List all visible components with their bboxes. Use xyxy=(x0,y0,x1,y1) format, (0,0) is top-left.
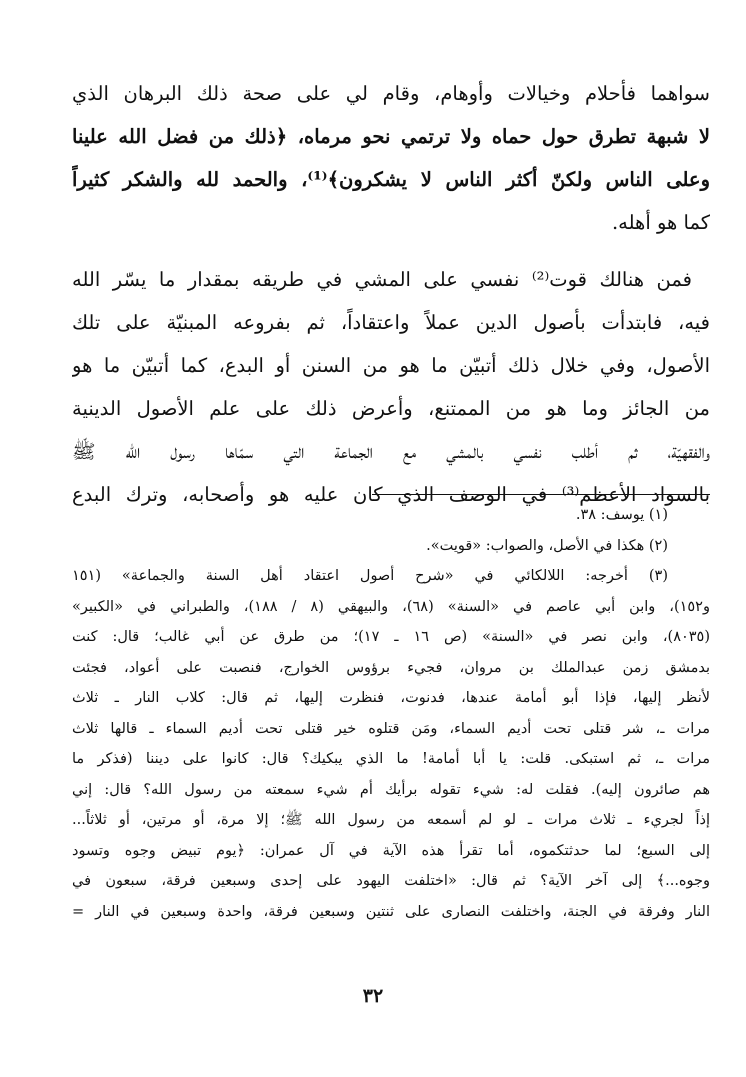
text-line: فمن هنالك قوت⁽²⁾ نفسي على المشي في طريقه بمقدار ما يسّر الله xyxy=(72,268,692,291)
footnote-line: النار وفرقة في الجنة، واختلفت النصارى على ثنتين وسبعين فرقة، واحدة وسبعين في النار = xyxy=(72,903,710,920)
footnote-separator xyxy=(372,494,710,495)
footnote-line: مرات ـ، ثم استبكى. قلت: يا أبا أمامة! ما الذي يبكيك؟ قال: كانوا على ديننا (فذكر ما xyxy=(72,751,710,767)
text-line: فيه، فابتدأت بأصول الدين عملاً واعتقاداً، ثم بفروعه المبنيّة على تلك xyxy=(72,311,710,334)
footnote-line: و١٥٢)، وابن أبي عاصم في «السنة» (٦٨)، والبيهقي (٨ / ١٨٨)، والطبراني في «الكبير» xyxy=(72,598,710,615)
text-line: من الجائز وما هو من الممتنع، وأعرض ذلك على علم الأصول الدينية xyxy=(72,397,710,420)
text-line: وعلى الناس ولكنّ أكثر الناس لا يشكرون﴾⁽¹⁾، والحمد لله والشكر كثيراً xyxy=(72,168,710,191)
text-line: والفقهيّة، ثم أطلب نفسي بالمشي مع الجماعة التي سمّاها رسول الله ﷺ xyxy=(72,440,710,463)
text-line: الأصول، وفي خلال ذلك أتبيّن ما هو من السنن أو البدع، كما أتبيّن ما هو xyxy=(72,354,710,377)
text-line: بالسواد الأعظم⁽³⁾ في الوصف الذي كان عليه هو وأصحابه، وترك البدع xyxy=(72,483,710,506)
footnote-line: (١) يوسف: ٣٨. xyxy=(575,507,668,523)
footnote-line: (٣) أخرجه: اللالكائي في «شرح أصول اعتقاد أهل السنة والجماعة» (١٥١ xyxy=(72,568,668,584)
footnote-line: إذاً لجريء ـ ثلاث مرات ـ لو لم أسمعه من رسول الله ﷺ؛ إلا مرة، أو مرتين، أو ثلاثاً... xyxy=(72,812,710,828)
main-text xyxy=(72,72,710,516)
footnote-line: لأنظر إليها، فإذا أبو أمامة عندها، فدنوت، فنظرت إليها، ثم قال: كلاب النار ـ ثلاث xyxy=(72,690,710,706)
text-line: سواهما فأحلام وخيالات وأوهام، وقام لي على صحة ذلك البرهان الذي xyxy=(72,82,710,105)
page-number: ٣٢ xyxy=(362,985,384,1007)
footnote-line: مرات ـ، شر قتلى تحت أديم السماء، ومَن قتلوه خير قتلى تحت أديم السماء ـ قالها ثلاث xyxy=(72,720,710,737)
footnote-line: (٨٠٣٥)، وابن نصر في «السنة» (ص ١٦ ـ ١٧)؛ من طرق عن أبي غالب؛ قال: كنت xyxy=(72,629,710,645)
paragraph-gap xyxy=(72,244,710,258)
footnote-line: وجوه...﴾ إلى آخر الآية؟ ثم قال: «اختلفت اليهود على إحدى وسبعين فرقة، سبعون في xyxy=(72,873,710,889)
footnote-line: إلى السبع؛ لما حدثتكموه، أما تقرأ هذه الآية في آل عمران: ﴿يوم تبيض وجوه وتسود xyxy=(72,842,710,859)
text-line: لا شبهة تطرق حول حماه ولا ترتمي نحو مرماه، ﴿ذلك من فضل الله علينا xyxy=(72,125,710,148)
footnote-line: هم صائرون إليه). فقلت له: شيء تقوله برأيك أم شيء سمعته من رسول الله؟ قال: إني xyxy=(72,781,710,798)
text-line: كما هو أهله. xyxy=(611,211,710,234)
footnote-line: (٢) هكذا في الأصل، والصواب: «قويت». xyxy=(426,537,668,554)
footnotes xyxy=(72,500,710,927)
footnote-line: بدمشق زمن عبدالملك بن مروان، فجيء برؤوس الخوارج، فنصبت على أعواد، فجئت xyxy=(72,659,710,676)
